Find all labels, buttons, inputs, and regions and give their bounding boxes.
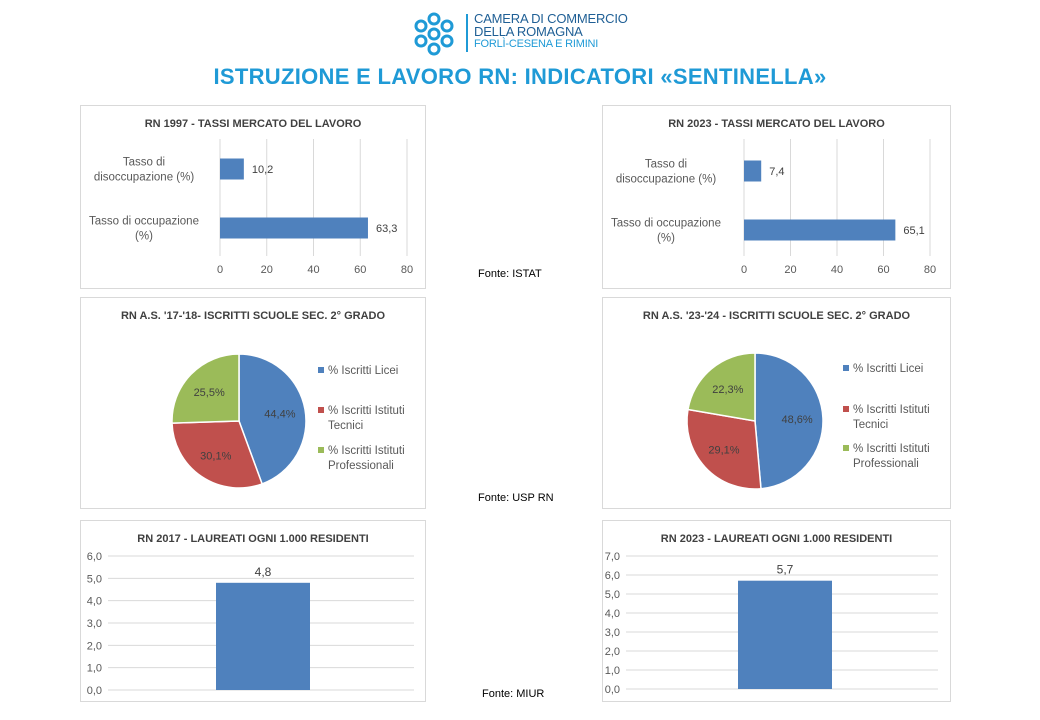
data-label: 63,3 [375,223,398,235]
legend-label: Tecnici [328,420,364,432]
logo-line-1: CAMERA DI COMMERCIO [474,11,628,26]
source-istat: Fonte: ISTAT [478,268,542,280]
tick-label: 40 [830,264,844,276]
tick-label: 6,0 [86,551,102,563]
tick-label: 2,0 [86,640,102,653]
slice-label: 29,1% [708,444,740,457]
data-label: 5,7 [776,562,794,577]
tick-label: 5,0 [604,589,620,601]
bar [744,220,895,241]
pie-chart-1718 [81,298,425,508]
legend-label: Professionali [328,460,394,472]
tick-label: 0 [216,264,224,276]
chart-title: RN 2023 - LAUREATI OGNI 1.000 RESIDENTI [660,533,893,545]
legend-label: % Iscritti Istituti [853,404,930,416]
legend-label: % Iscritti Licei [853,363,924,375]
tick-label: 20 [784,264,797,276]
page-title: ISTRUZIONE E LAVORO RN: INDICATORI «SENTINELLA» [213,64,827,89]
logo [410,8,650,58]
legend-swatch [318,407,324,413]
slice-label: 30,1% [200,450,232,463]
vbar-chart-2023 [603,521,950,701]
tick-label: 0,0 [604,684,620,696]
chart-panel-1718-schools [80,297,426,509]
chart-panel-1997-labour [80,105,426,289]
category-label: Tasso di [122,156,166,169]
bar [220,218,368,239]
tick-label: 0 [740,264,748,276]
slice-label: 25,5% [193,387,225,400]
bar [220,159,244,180]
logo-line-2: DELLA ROMAGNA [474,24,583,39]
tick-label: 4,0 [604,608,620,620]
chart-panel-2023-labour [602,105,951,289]
tick-label: 80 [400,264,414,276]
tick-label: 4,0 [86,595,102,608]
hbar-chart-2023 [603,106,950,288]
tick-label: 3,0 [604,627,620,639]
chart-title: RN 1997 - TASSI MERCATO DEL LAVORO [144,118,362,130]
chart-panel-2017-graduates [80,520,426,702]
slice-label: 22,3% [712,383,744,396]
legend-swatch [843,406,849,412]
source-usp: Fonte: USP RN [478,492,554,504]
hbar-chart-1997 [81,106,425,288]
tick-label: 2,0 [604,646,620,658]
tick-label: 6,0 [604,570,620,582]
pie-chart-2324 [603,298,950,508]
chamber-logo-icon [410,10,458,58]
legend-label: Professionali [853,458,919,470]
slice-label: 48,6% [781,414,813,427]
category-label: Tasso di [644,158,688,171]
tick-label: 60 [354,264,367,276]
tick-label: 60 [877,264,890,276]
category-label: disoccupazione (%) [615,173,717,186]
logo-text [474,12,628,51]
tick-label: 3,0 [86,618,102,630]
legend-swatch [318,367,324,373]
legend-swatch [843,365,849,371]
bar [738,581,832,689]
category-label: (%) [135,230,153,243]
data-label: 10,2 [251,164,274,176]
legend-swatch [318,447,324,453]
tick-label: 1,0 [604,665,620,677]
legend-label: % Iscritti Istituti [328,405,405,417]
source-miur: Fonte: MIUR [482,688,545,700]
logo-separator [466,14,468,52]
legend-label: % Iscritti Licei [328,365,399,377]
tick-label: 5,0 [86,573,102,586]
slice-label: 44,4% [264,408,296,421]
category-label: Tasso di occupazione [611,217,721,230]
data-label: 4,8 [254,564,272,579]
logo-line-3: FORLÌ-CESENA E RIMINI [474,38,599,50]
chart-title: RN 2023 - TASSI MERCATO DEL LAVORO [668,118,885,130]
tick-label: 7,0 [604,551,620,563]
data-label: 7,4 [769,166,785,178]
tick-label: 80 [923,264,937,276]
tick-label: 1,0 [86,662,102,675]
chart-title: RN A.S. '23-'24 - ISCRITTI SCUOLE SEC. 2° GRADO [642,310,911,322]
bar [216,583,310,690]
vbar-chart-2017 [81,521,425,701]
legend-label: Tecnici [853,419,889,431]
tick-label: 40 [307,264,320,276]
legend-label: % Iscritti Istituti [328,445,405,457]
bar [744,161,761,182]
chart-title: RN A.S. '17-'18- ISCRITTI SCUOLE SEC. 2° GRADO [120,310,386,322]
legend-label: % Iscritti Istituti [853,443,930,455]
data-label: 65,1 [903,225,925,237]
legend-swatch [843,445,849,451]
category-label: disoccupazione (%) [93,171,195,184]
chart-title: RN 2017 - LAUREATI OGNI 1.000 RESIDENTI [137,533,369,545]
category-label: (%) [657,232,675,245]
chart-panel-2023-graduates [602,520,951,702]
category-label: Tasso di occupazione [89,215,199,228]
chart-panel-2324-schools [602,297,951,509]
tick-label: 20 [260,264,273,276]
tick-label: 0,0 [86,685,102,697]
